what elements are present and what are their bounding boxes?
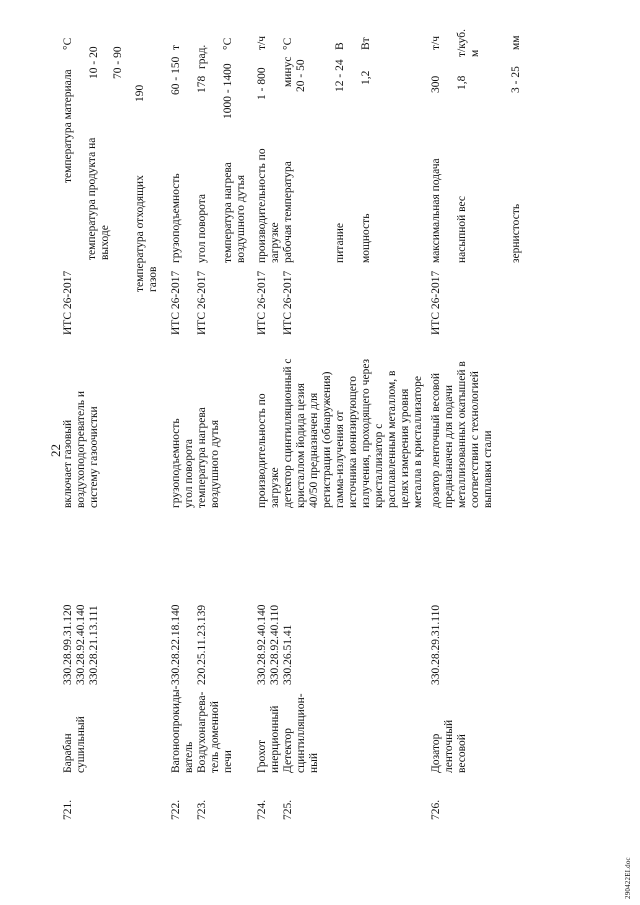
equipment-name-line: печи: [222, 750, 234, 773]
parameter-value: 1,8: [456, 75, 468, 90]
parameter-name: температура отходящих: [134, 175, 146, 292]
parameter-name: грузоподъемность: [170, 173, 182, 263]
okpd-code: 220.25.11.23.139: [196, 604, 208, 685]
parameter-name: воздушного дутья: [235, 174, 247, 263]
okpd-code: 330.28.29.31.110: [430, 604, 442, 685]
parameter-unit: м: [469, 49, 481, 57]
parameter-name: газов: [147, 266, 159, 292]
parameter-name: температура материала: [62, 69, 74, 183]
parameter-unit: мм: [510, 35, 522, 50]
parameter-value: 12 - 24: [334, 59, 346, 92]
description-line: регистрации (обнаружения): [321, 371, 333, 508]
description-line: целях измерения уровня: [399, 388, 411, 508]
okpd-code: 330.28.92.40.140: [75, 604, 87, 685]
equipment-name-line: Дозатор: [430, 733, 442, 773]
description-line: 40/50 предназначен для: [308, 392, 320, 508]
parameter-value: 10 - 20: [88, 46, 100, 79]
parameter-value: 178: [196, 75, 208, 93]
parameter-value: 20 - 50: [295, 59, 307, 92]
parameter-value: 70 - 90: [112, 46, 124, 79]
parameter-name: насыпной вес: [456, 195, 468, 263]
row-number: 724.: [256, 799, 268, 820]
description-line: источника ионизирующего: [347, 375, 359, 508]
equipment-name-line: Барабан: [62, 733, 74, 773]
parameter-unit: т/ч: [430, 35, 442, 50]
okpd-code: 330.28.92.40.110: [269, 604, 281, 685]
description-line: детектор сцинтилляционный с: [282, 358, 294, 508]
equipment-name-line: тель доменной: [209, 701, 221, 773]
parameter-name: максимальная подача: [430, 158, 442, 263]
row-number: 721.: [62, 799, 74, 820]
parameter-value: 60 - 150: [170, 56, 182, 95]
parameter-name: рабочая температура: [282, 161, 294, 263]
equipment-name-line: Грохот: [256, 739, 268, 773]
description-line: включает газовый: [62, 419, 74, 508]
description-line: кристаллизатор с: [373, 423, 385, 508]
parameter-name: производительность по: [256, 148, 268, 263]
description-line: дозатор ленточный весовой: [430, 372, 442, 508]
parameter-name: температура нагрева: [222, 162, 234, 263]
row-number: 722.: [170, 799, 182, 820]
okpd-code: 330.28.21.13.111: [88, 605, 100, 685]
parameter-unit: В: [334, 42, 346, 50]
description-line: металла в кристаллизаторе: [412, 376, 424, 508]
parameter-name: питание: [334, 223, 346, 263]
description-line: металлизованных окатышей в: [456, 361, 468, 508]
okpd-code: 330.28.99.31.120: [62, 604, 74, 685]
parameter-unit: т/ч: [256, 35, 268, 50]
description-line: систему газоочистки: [88, 406, 100, 508]
okpd-code: 330.28.92.40.140: [256, 604, 268, 685]
description-line: расплавленным металлом, в: [386, 370, 398, 508]
parameter-unit: Вт: [360, 37, 372, 50]
equipment-name-line: Вагоноопрокиды-: [170, 685, 182, 773]
description-line: кристаллом йодида цезия: [295, 383, 307, 508]
description-line: грузоподъемность: [170, 418, 182, 508]
reference-document: ИТС 26-2017: [430, 270, 442, 335]
row-number: 723.: [196, 799, 208, 820]
parameter-unit: °C: [62, 37, 74, 50]
reference-document: ИТС 26-2017: [282, 270, 294, 335]
equipment-name-line: сцинтилляцион-: [295, 693, 307, 773]
description-line: воздухоподогреватель и: [75, 390, 87, 508]
okpd-code: 330.28.22.18.140: [170, 604, 182, 685]
parameter-name: выходе: [99, 225, 111, 260]
parameter-value: 1,2: [360, 70, 372, 85]
reference-document: ИТС 26-2017: [170, 270, 182, 335]
description-line: угол поворота: [183, 438, 195, 508]
parameter-name: угол поворота: [196, 193, 208, 263]
equipment-name-line: весовой: [456, 734, 468, 773]
row-number: 725.: [282, 799, 294, 820]
parameter-value: 1 - 800: [256, 67, 268, 100]
description-line: излучения, проходящего через: [360, 358, 372, 508]
parameter-name: мощность: [360, 213, 372, 263]
footer-file-code: 290422EI.doc: [624, 857, 632, 899]
reference-document: ИТС 26-2017: [62, 270, 74, 335]
description-line: воздушного дутья: [209, 419, 221, 508]
description-line: производительность по: [256, 393, 268, 508]
equipment-name-line: инерционный: [269, 705, 281, 773]
parameter-value: минус: [282, 56, 294, 87]
page-number: 22: [48, 444, 63, 457]
equipment-name-line: ленточный: [443, 719, 455, 773]
parameter-name: зернистость: [510, 203, 522, 263]
parameter-value: 300: [430, 75, 442, 93]
row-number: 726.: [430, 799, 442, 820]
parameter-value: 3 - 25: [510, 66, 522, 93]
parameter-value: 1000 - 1400: [222, 63, 234, 119]
description-line: выплавки стали: [482, 430, 494, 508]
parameter-unit: град.: [196, 44, 208, 69]
parameter-unit: т/куб.: [456, 29, 468, 57]
description-line: загрузке: [269, 467, 281, 508]
parameter-unit: °C: [222, 37, 234, 50]
parameter-name: загрузке: [269, 222, 281, 263]
parameter-value: 190: [134, 84, 146, 102]
description-line: гамма-излучения от: [334, 410, 346, 508]
equipment-name-line: Детектор: [282, 727, 294, 773]
equipment-name-line: сушильный: [75, 716, 87, 773]
reference-document: ИТС 26-2017: [256, 270, 268, 335]
equipment-name-line: ватель: [183, 741, 195, 773]
description-line: предназначен для подачи: [443, 385, 455, 508]
description-line: температура нагрева: [196, 407, 208, 508]
okpd-code: 330.26.51.41: [282, 624, 294, 685]
description-line: соответствии с технологией: [469, 371, 481, 508]
parameter-name: температура продукта на: [86, 137, 98, 260]
equipment-name-line: ный: [308, 752, 320, 773]
reference-document: ИТС 26-2017: [196, 270, 208, 335]
parameter-unit: т: [170, 44, 182, 50]
equipment-name-line: Воздухонагрева-: [196, 691, 208, 773]
parameter-unit: °C: [282, 37, 294, 50]
